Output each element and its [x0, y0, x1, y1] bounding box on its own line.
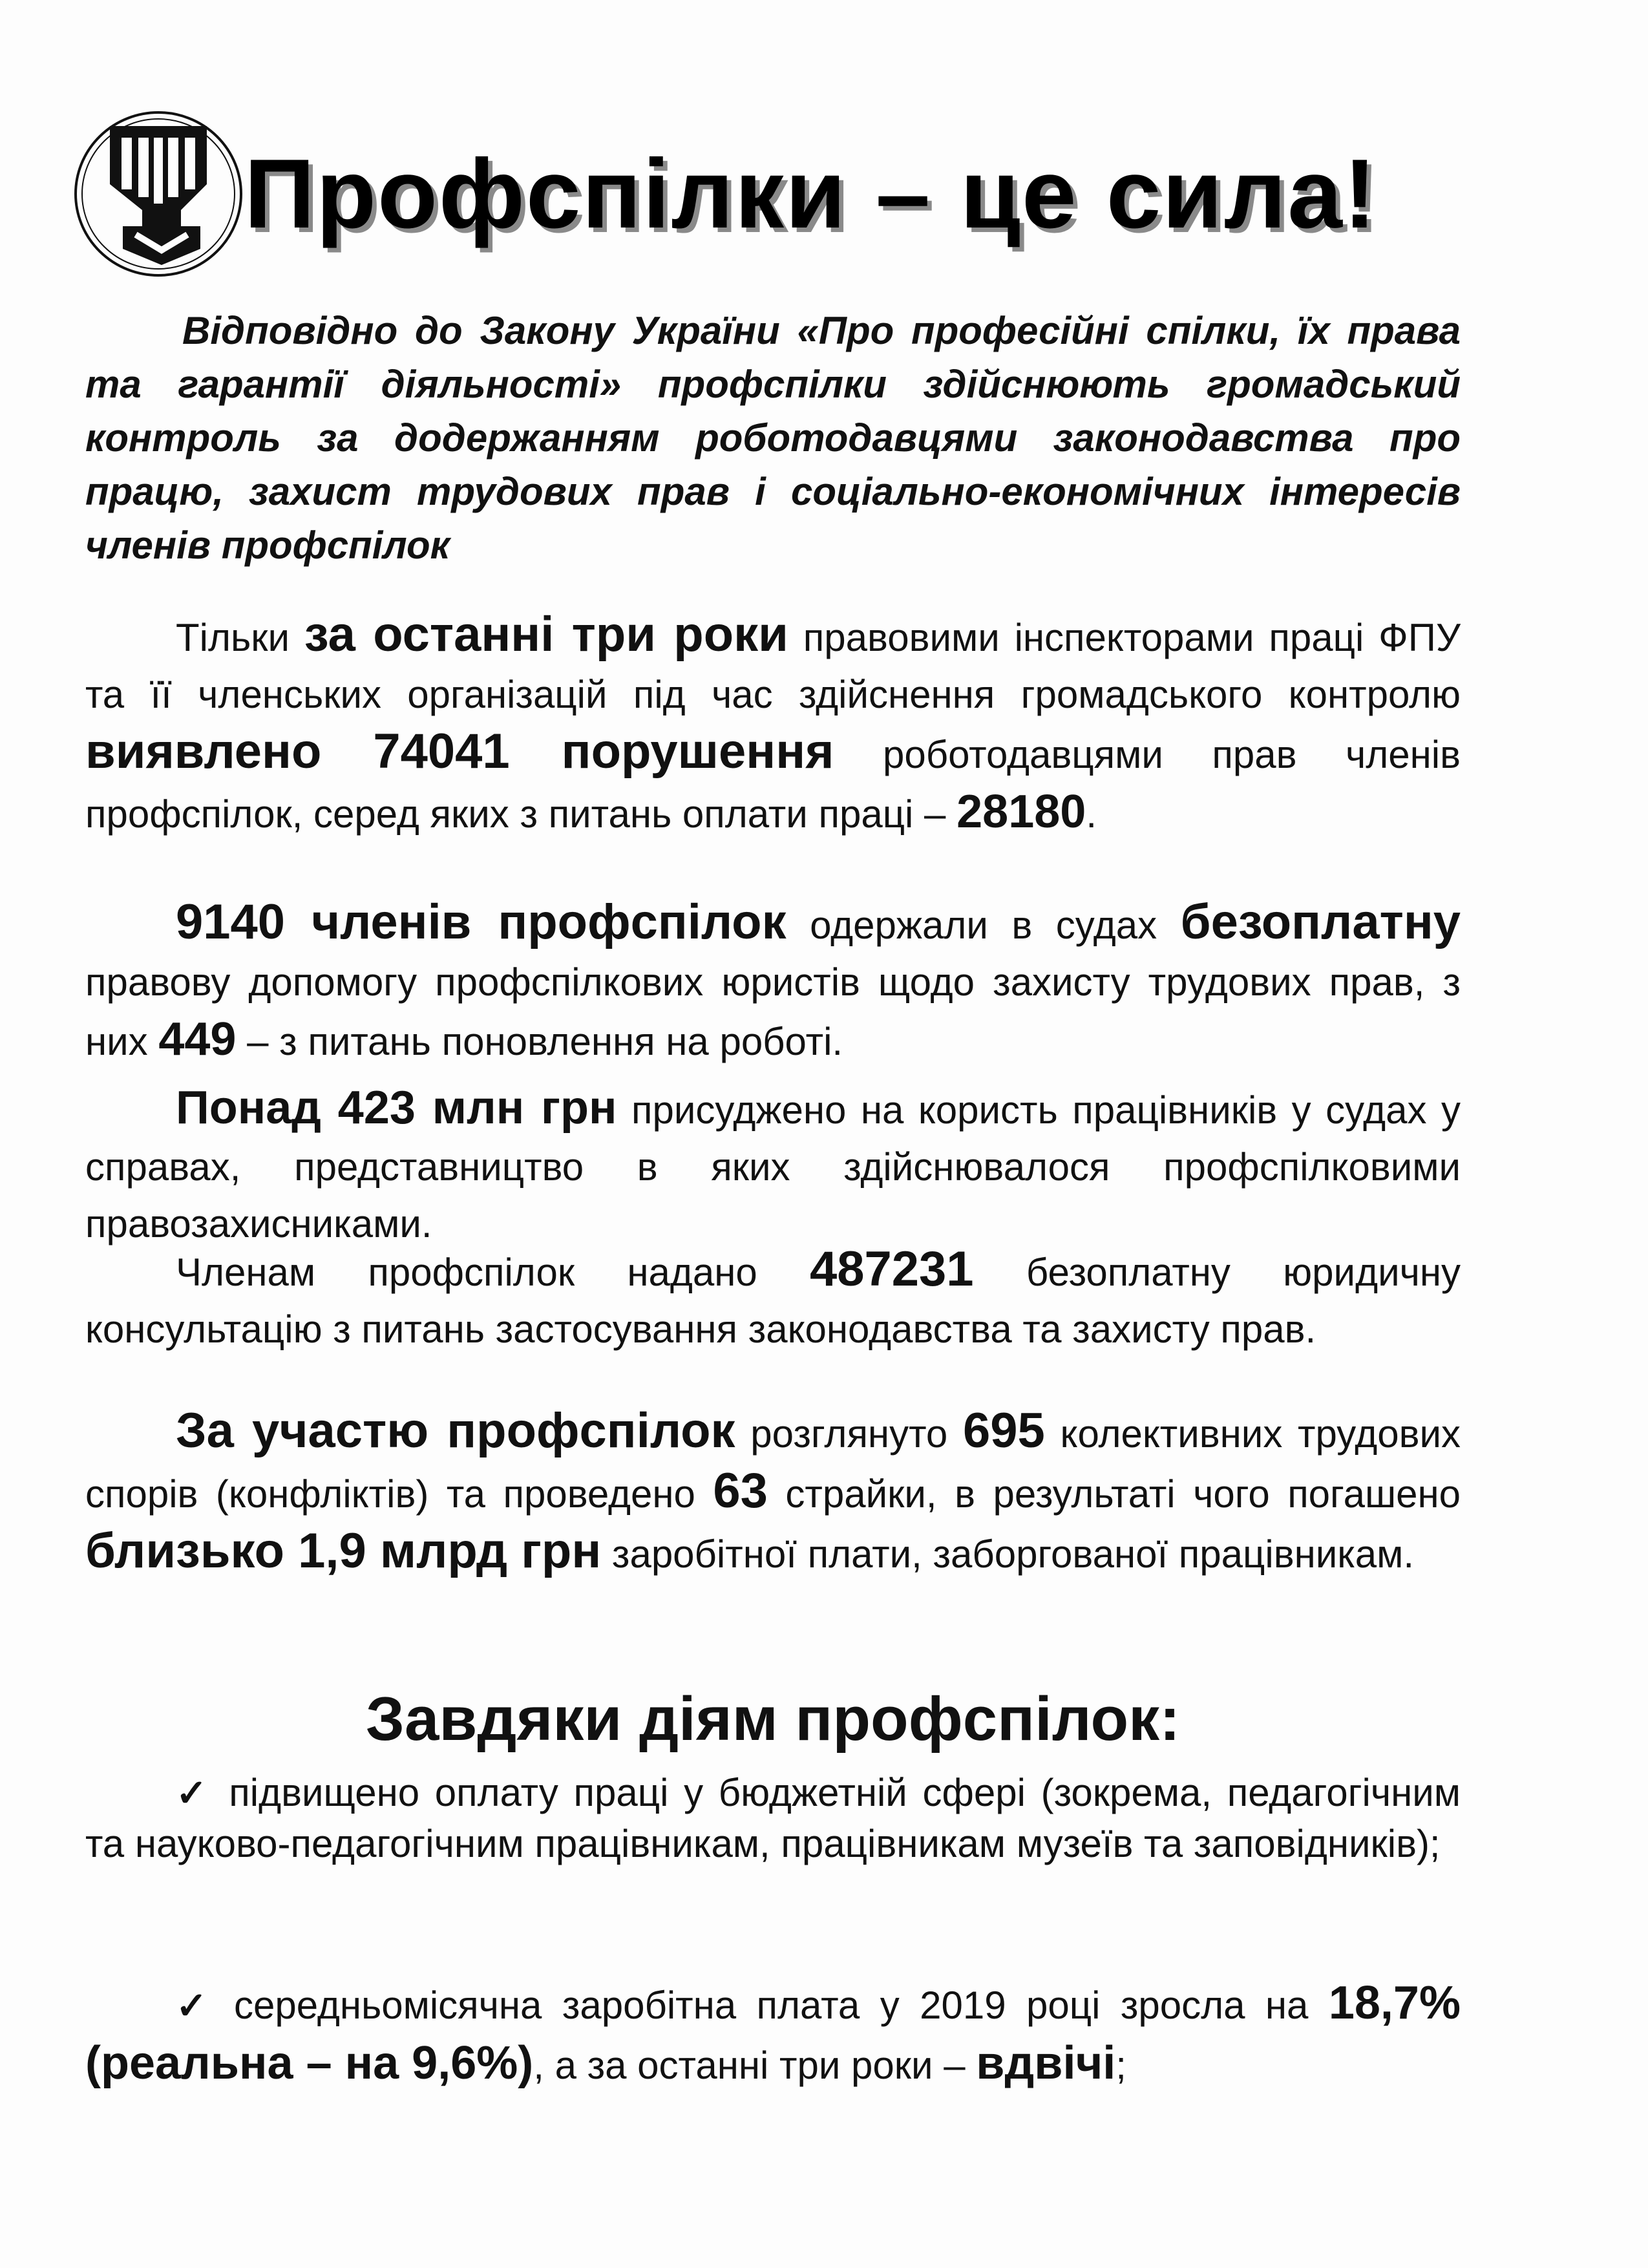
- emphasis-segment: 18,7% (реальна – на 9,6%): [85, 1977, 1461, 2089]
- emphasis-segment: 449: [158, 1013, 237, 1065]
- paragraph-legal-aid: [85, 894, 1461, 1070]
- emphasis-segment: 28180: [956, 786, 1086, 838]
- text-segment: заробітної плати, заборгованої працівникам.: [601, 1532, 1415, 1576]
- text-segment: підвищено оплату праці у бюджетній сфері (зокрема, педагогічним та науково-педагогічним працівникам, працівникам музеїв та заповідників);: [85, 1771, 1461, 1865]
- text-segment: роботодавцями прав членів профспілок, серед яких з питань оплати праці –: [85, 733, 1461, 836]
- bullet-salary-budget: [85, 1768, 1461, 1869]
- emphasis-segment: близько 1,9 млрд грн: [85, 1523, 602, 1578]
- emphasis-segment: За участю профспілок: [176, 1403, 735, 1458]
- text-segment: одержали в судах: [786, 904, 1181, 947]
- header: [71, 107, 1467, 281]
- text-segment: .: [1086, 792, 1097, 836]
- paragraph-labor-disputes: [85, 1403, 1461, 1583]
- text-segment: Членам профспілок надано: [176, 1251, 810, 1294]
- text-segment: страйки, в результаті чого погашено: [767, 1472, 1461, 1516]
- checkmark-icon: ✓: [176, 1772, 207, 1814]
- text-segment: – з питань поновлення на роботі.: [236, 1020, 843, 1063]
- emphasis-segment: 9140 членів профспілок: [176, 895, 787, 949]
- paragraph-consultations: [85, 1241, 1461, 1358]
- bullet-average-wage: [85, 1975, 1461, 2094]
- emphasis-segment: вдвічі: [976, 2037, 1116, 2089]
- union-emblem-logo: [71, 107, 246, 281]
- text-segment: правову допомогу профспілкових юристів щодо захисту трудових прав, з них: [85, 960, 1461, 1063]
- emphasis-segment: виявлено 74041 порушення: [85, 724, 834, 779]
- text-segment: Тільки: [176, 616, 304, 659]
- text-segment: колективних трудових спорів (конфліктів) та проведено: [85, 1412, 1461, 1516]
- emphasis-segment: Понад 423 млн грн: [176, 1082, 617, 1134]
- intro-paragraph: Відповідно до Закону України «Про професійні спілки, їх права та гарантії діяльності» профспілки здійснюють громадський контроль за додержанням роботодавцями законодавства про працю, захист трудових прав і соціально-економічних інтересів членів профспілок: [85, 309, 1461, 567]
- text-segment: , а за останні три роки –: [533, 2044, 977, 2087]
- page-title: Профспілки – це сила!: [244, 139, 1378, 249]
- emphasis-segment: 695: [962, 1403, 1045, 1458]
- checkmark-icon: ✓: [176, 1985, 207, 2027]
- emphasis-segment: 63: [713, 1463, 768, 1518]
- text-segment: присуджено на користь працівників у судах у справах, представництво в яких здійснювалося профспілковими правозахисниками.: [85, 1088, 1461, 1245]
- paragraph-violations: [85, 606, 1461, 843]
- section-heading: Завдяки діям профспілок:: [365, 1684, 1181, 1754]
- text-segment: середньомісячна заробітна плата у 2019 році зросла на: [213, 1984, 1329, 2027]
- text-segment: правовими інспекторами праці ФПУ та її членських організацій під час здійснення громадського контролю: [85, 616, 1461, 716]
- emphasis-segment: 487231: [809, 1242, 974, 1297]
- paragraph-court-awards: [85, 1079, 1461, 1253]
- text-segment: ;: [1115, 2044, 1126, 2087]
- emphasis-segment: безоплатну: [1180, 895, 1461, 949]
- emphasis-segment: за останні три роки: [304, 607, 788, 662]
- text-segment: розглянуто: [735, 1412, 963, 1456]
- text-segment: безоплатну юридичну консультацію з питань застосування законодавства та захисту прав.: [85, 1251, 1461, 1351]
